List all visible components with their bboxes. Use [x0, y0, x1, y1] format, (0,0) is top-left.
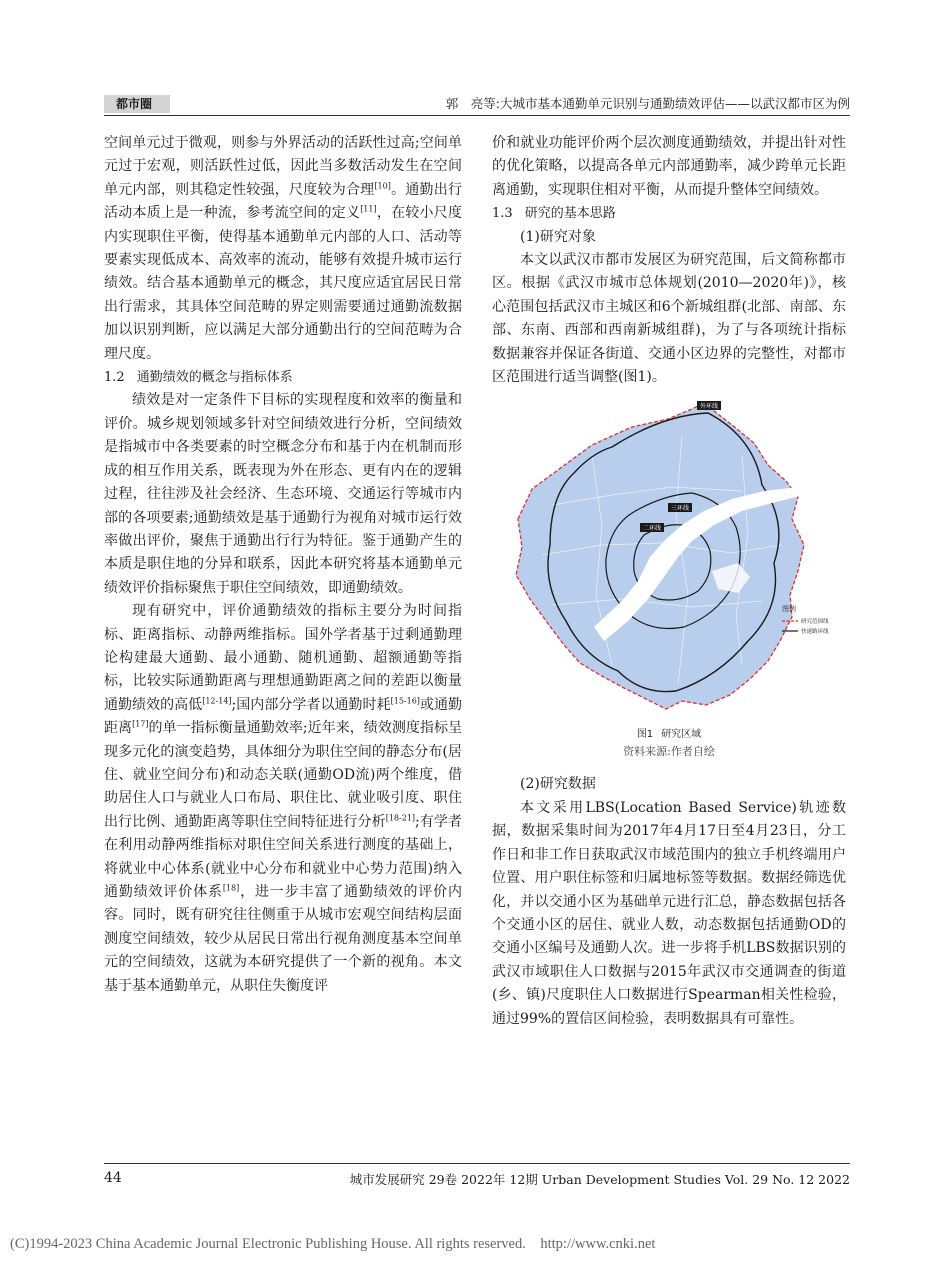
map-graphic: [492, 395, 846, 727]
citation[interactable]: [12-14]: [202, 696, 232, 706]
legend-study-area: 研究范围线: [801, 619, 829, 626]
paragraph: 价和就业功能评价两个层次测度通勤绩效，并提出针对性的优化策略，以提高各单元内部通勤率，减少跨单元长距离通勤，实现职住相对平衡，从而提升整体空间绩效。: [492, 135, 846, 198]
subheading-research-object: (1)研究对象: [520, 228, 596, 245]
figure-source: 资料来源:作者自绘: [623, 745, 715, 759]
paragraph: 空间单元过于微观，则参与外界活动的活跃性过高;空间单元过于宏观，则活跃性过低，因此当多数活动发生在空间单元内部，则其稳定性较强，尺度较为合理[10]。通勤出行活动本质上是一种流，参考流空间的定义[11]，在较小尺度内实现职住平衡，使得基本通勤单元内部的人口、活动等要素实现低成本、高效率的流动，能够有效提升城市运行绩效。结合基本通勤单元的概念，其尺度应适宜居民日常出行需求，其具体空间范畴的界定则需要通过通勤流数据加以识别判断，应以满足大部分通勤出行的空间范畴为合理尺度。: [104, 135, 463, 362]
paragraph: 本文采用LBS(Location Based Service)轨迹数据，数据采集时间为2017年4月17日至4月23日，分工作日和非工作日获取武汉市域范围内的独立手机终端用户位置、用户职住标签和归属地标签等数据。数据经筛选优化，并以交通小区为基础单元进行汇总，静态数据包括各个交通小区的居住、就业人数，动态数据包括通勤OD的交通小区编号及通勤人次。进一步将手机LBS数据识别的武汉市域职住人口数据与2015年武汉市交通调查的街道(乡、镇)尺度职住人口数据进行Spearman相关性检验，通过99%的置信区间检验，表明数据具有可靠性。: [492, 799, 846, 1027]
section-heading-1-3: 1.3 研究的基本思路: [492, 206, 616, 222]
left-column: [104, 132, 462, 998]
header-divider: [104, 115, 850, 116]
section-tag: 都市圈: [104, 95, 170, 113]
paragraph: 本文以武汉市都市发展区为研究范围，后文简称都市区。根据《武汉市城市总体规划(2010—2020年)》，核心范围包括武汉市主城区和6个新城组群(北部、南部、东部、东南、西部和西南新城组群)，为了与各项统计指标数据兼容并保证各街道、交通小区边界的完整性，对都市区范围进行适当调整(图1)。: [492, 252, 846, 386]
paragraph: 现有研究中，评价通勤绩效的指标主要分为时间指标、距离指标、动静两维指标。国外学者基于过剩通勤理论构建最大通勤、最小通勤、随机通勤、超额通勤等指标，比较实际通勤距离与理想通勤距离之间的差距以衡量通勤绩效的高低[12-14];国内部分学者以通勤时耗[15-16]或通勤距离[17]的单一指标衡量通勤效率;近年来，绩效测度指标呈现多元化的演变趋势，具体细分为职住空间的静态分布(居住、就业空间分布)和动态关联(通勤OD流)两个维度，借助居住人口与就业人口布局、职住比、就业吸引度、职住出行比例、通勤距离等职住空间特征进行分析[18-21];有学者在利用动静两维指标对职住空间关系进行测度的基础上，将就业中心体系(就业中心分布和就业中心势力范围)纳入通勤绩效评价体系[18]，进一步丰富了通勤绩效的评价内容。同时，既有研究往往侧重于从城市宏观空间结构层面测度空间绩效，较少从居民日常出行视角测度基本空间单元的空间绩效，这就为本研究提供了一个新的视角。本文基于基本通勤单元，从职住失衡度评: [104, 603, 463, 994]
page-number: 44: [104, 1170, 122, 1186]
subheading-research-data: (2)研究数据: [520, 776, 596, 793]
citation[interactable]: [18-21]: [385, 813, 416, 823]
paragraph: 绩效是对一定条件下目标的实现程度和效率的衡量和评价。城乡规划领域多针对空间绩效进行分析，空间绩效是指城市中各类要素的时空概念分布和基于内在机制而形成的相互作用关系，既表现为外在形态、更有内在的逻辑过程，往往涉及社会经济、生态环境、交通运行等城市内部的各项要素;通勤绩效是基于通勤行为视角对城市运行效率做出评价，聚焦于通勤出行行为特征。鉴于通勤产生的本质是职住地的分异和联系，因此本研究将基本通勤单元绩效评价指标聚焦于职住空间绩效，即通勤绩效。: [104, 392, 462, 596]
section-heading-1-2: 1.2 通勤绩效的概念与指标体系: [104, 370, 293, 386]
right-column: [492, 132, 846, 1031]
citation[interactable]: [10]: [374, 181, 391, 191]
study-area-map: [492, 395, 846, 727]
citation[interactable]: [17]: [132, 719, 149, 729]
running-title: 郭 亮等:大城市基本通勤单元识别与通勤绩效评估——以武汉都市区为例: [445, 96, 850, 111]
footer-divider: [104, 1163, 850, 1164]
legend-title: 图例: [782, 605, 796, 614]
figure-caption: 图1 研究区域: [636, 729, 702, 741]
citation[interactable]: [15-16]: [390, 696, 420, 706]
citation[interactable]: [18]: [222, 883, 240, 893]
journal-info: 城市发展研究 29卷 2022年 12期 Urban Development Studies Vol. 29 No. 12 2022: [349, 1172, 850, 1187]
outer-ring-label: 外环线: [700, 403, 719, 411]
legend-expressway: 快速路环线: [801, 629, 829, 636]
citation[interactable]: [11]: [360, 204, 377, 214]
third-ring-label: 三环线: [671, 505, 690, 513]
copyright-notice: (C)1994-2023 China Academic Journal Electronic Publishing House. All rights reserved. http://www.cnki.net: [10, 1236, 656, 1252]
second-ring-label: 二环线: [643, 525, 662, 533]
